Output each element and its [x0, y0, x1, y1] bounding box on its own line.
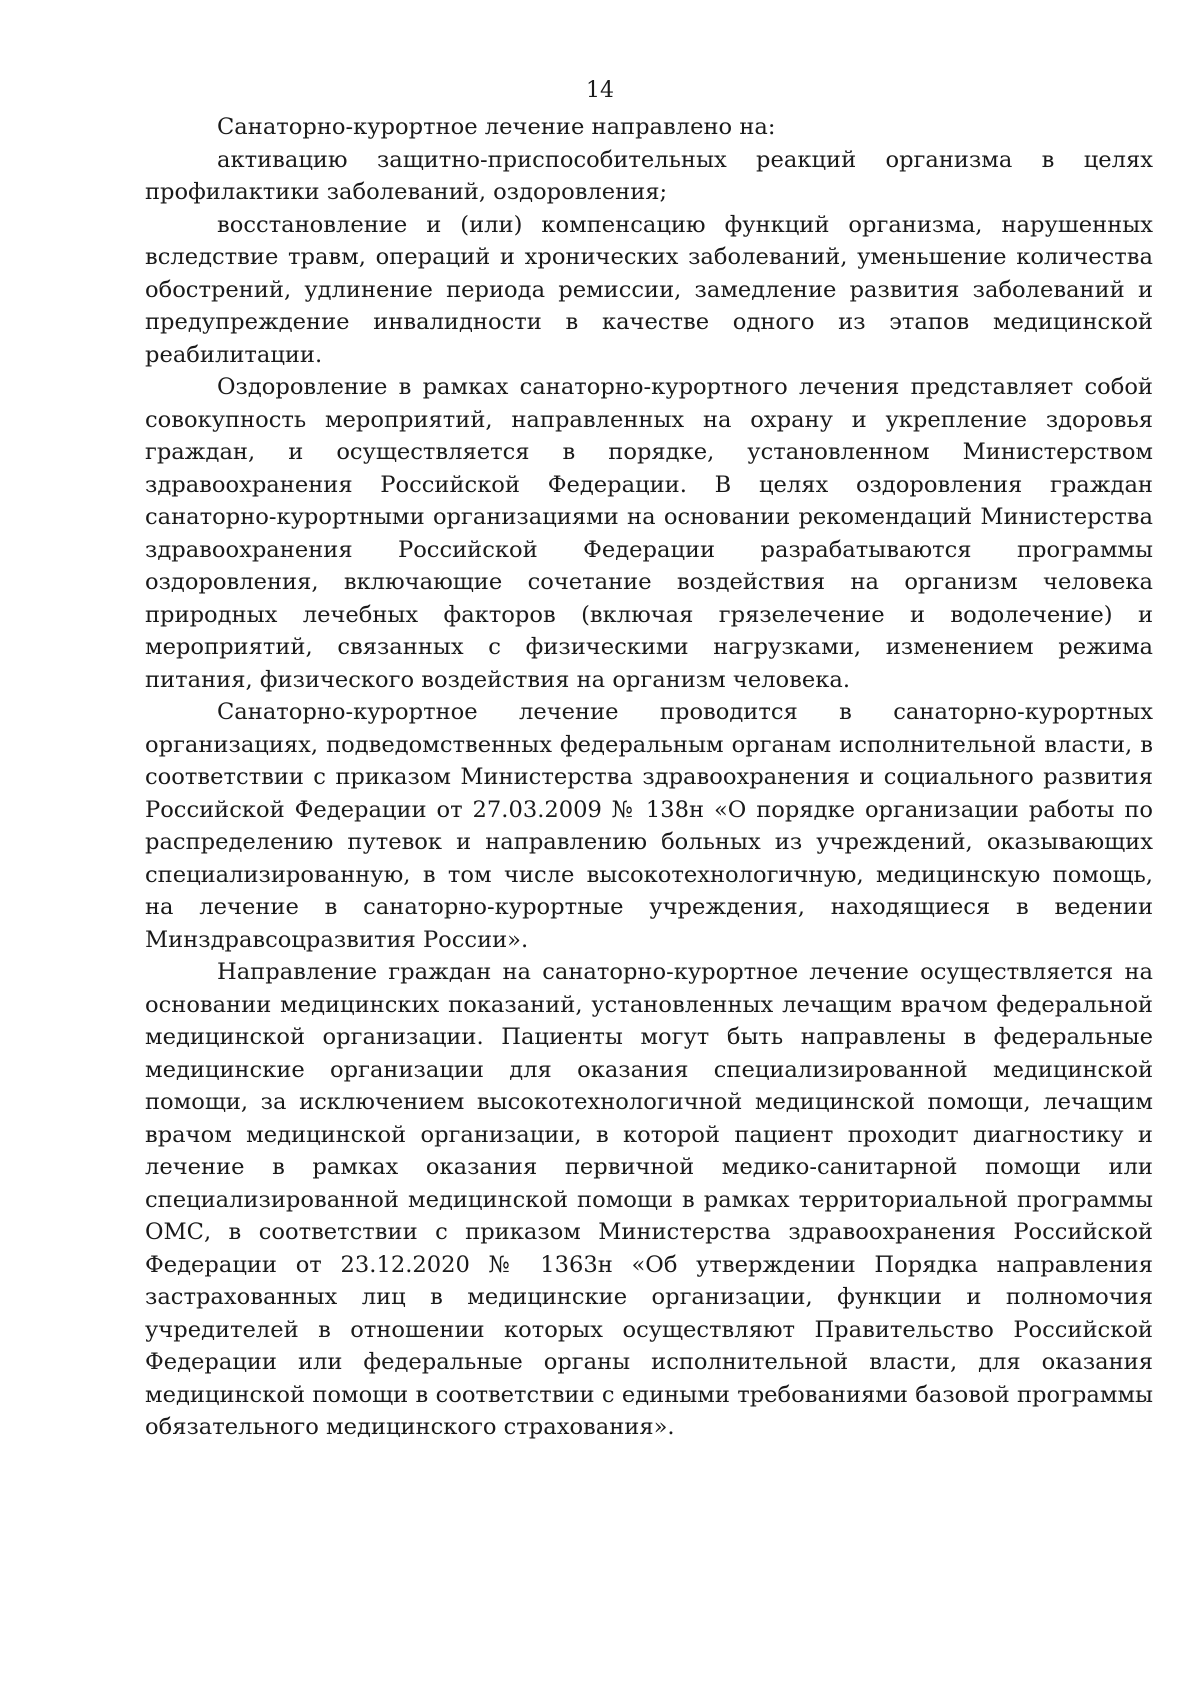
paragraph-restoration: восстановление и (или) компенсацию функций организма, нарушенных вследствие травм, операций и хронических заболеваний, уменьшение количества обострений, удлинение периода ремиссии, замедление развития заболеваний и предупреждение инвалидности в качестве одного из этапов медицинской реабилитации. — [145, 211, 1153, 368]
paragraph-intro: Санаторно-курортное лечение направлено на: — [217, 114, 776, 140]
paragraph-wellness: Оздоровление в рамках санаторно-курортного лечения представляет собой совокупность мероприятий, направленных на охрану и укрепление здоровья граждан, и осуществляется в порядке, установленном Министерством здравоохранения Российской Федерации. В целях оздоровления граждан санаторно-курортными организациями на основании рекомендаций Министерства здравоохранения Российской Федерации разрабатываются программы оздоровления, включающие сочетание воздействия на организм человека природных лечебных факторов (включая грязелечение и водолечение) и мероприятий, связанных с физическими нагрузками, изменением режима питания, физического воздействия на организм человека. — [145, 374, 1153, 693]
page-number: 14 — [586, 78, 614, 103]
document-body — [145, 111, 1153, 1444]
paragraph-referral: Направление граждан на санаторно-курортное лечение осуществляется на основании медицинских показаний, установленных лечащим врачом федеральной медицинской организации. Пациенты могут быть направлены в федеральные медицинские организации для оказания специализированной медицинской помощи, за исключением высокотехнологичной медицинской помощи, лечащим врачом медицинской организации, в которой пациент проходит диагностику и лечение в рамках оказания первичной медико-санитарной помощи или специализированной медицинской помощи в рамках территориальной программы ОМС, в соответствии с приказом Министерства здравоохранения Российской Федерации от 23.12.2020 № 1363н «Об утверждении Порядка направления застрахованных лиц в медицинские организации, функции и полномочия учредителей в отношении которых осуществляют Правительство Российской Федерации или федеральные органы исполнительной власти, для оказания медицинской помощи в соответствии с едиными требованиями базовой программы обязательного медицинского страхования». — [145, 959, 1153, 1440]
paragraph-activation: активацию защитно-приспособительных реакций организма в целях профилактики заболеваний, оздоровления; — [145, 146, 1153, 205]
paragraph-treatment-organizations: Санаторно-курортное лечение проводится в санаторно-курортных организациях, подведомственных федеральным органам исполнительной власти, в соответствии с приказом Министерства здравоохранения и социального развития Российской Федерации от 27.03.2009 № 138н «О порядке организации работы по распределению путевок и направлению больных из учреждений, оказывающих специализированную, в том числе высокотехнологичную, медицинскую помощь, на лечение в санаторно-курортные учреждения, находящиеся в ведении Минздравсоцразвития России». — [145, 699, 1153, 953]
